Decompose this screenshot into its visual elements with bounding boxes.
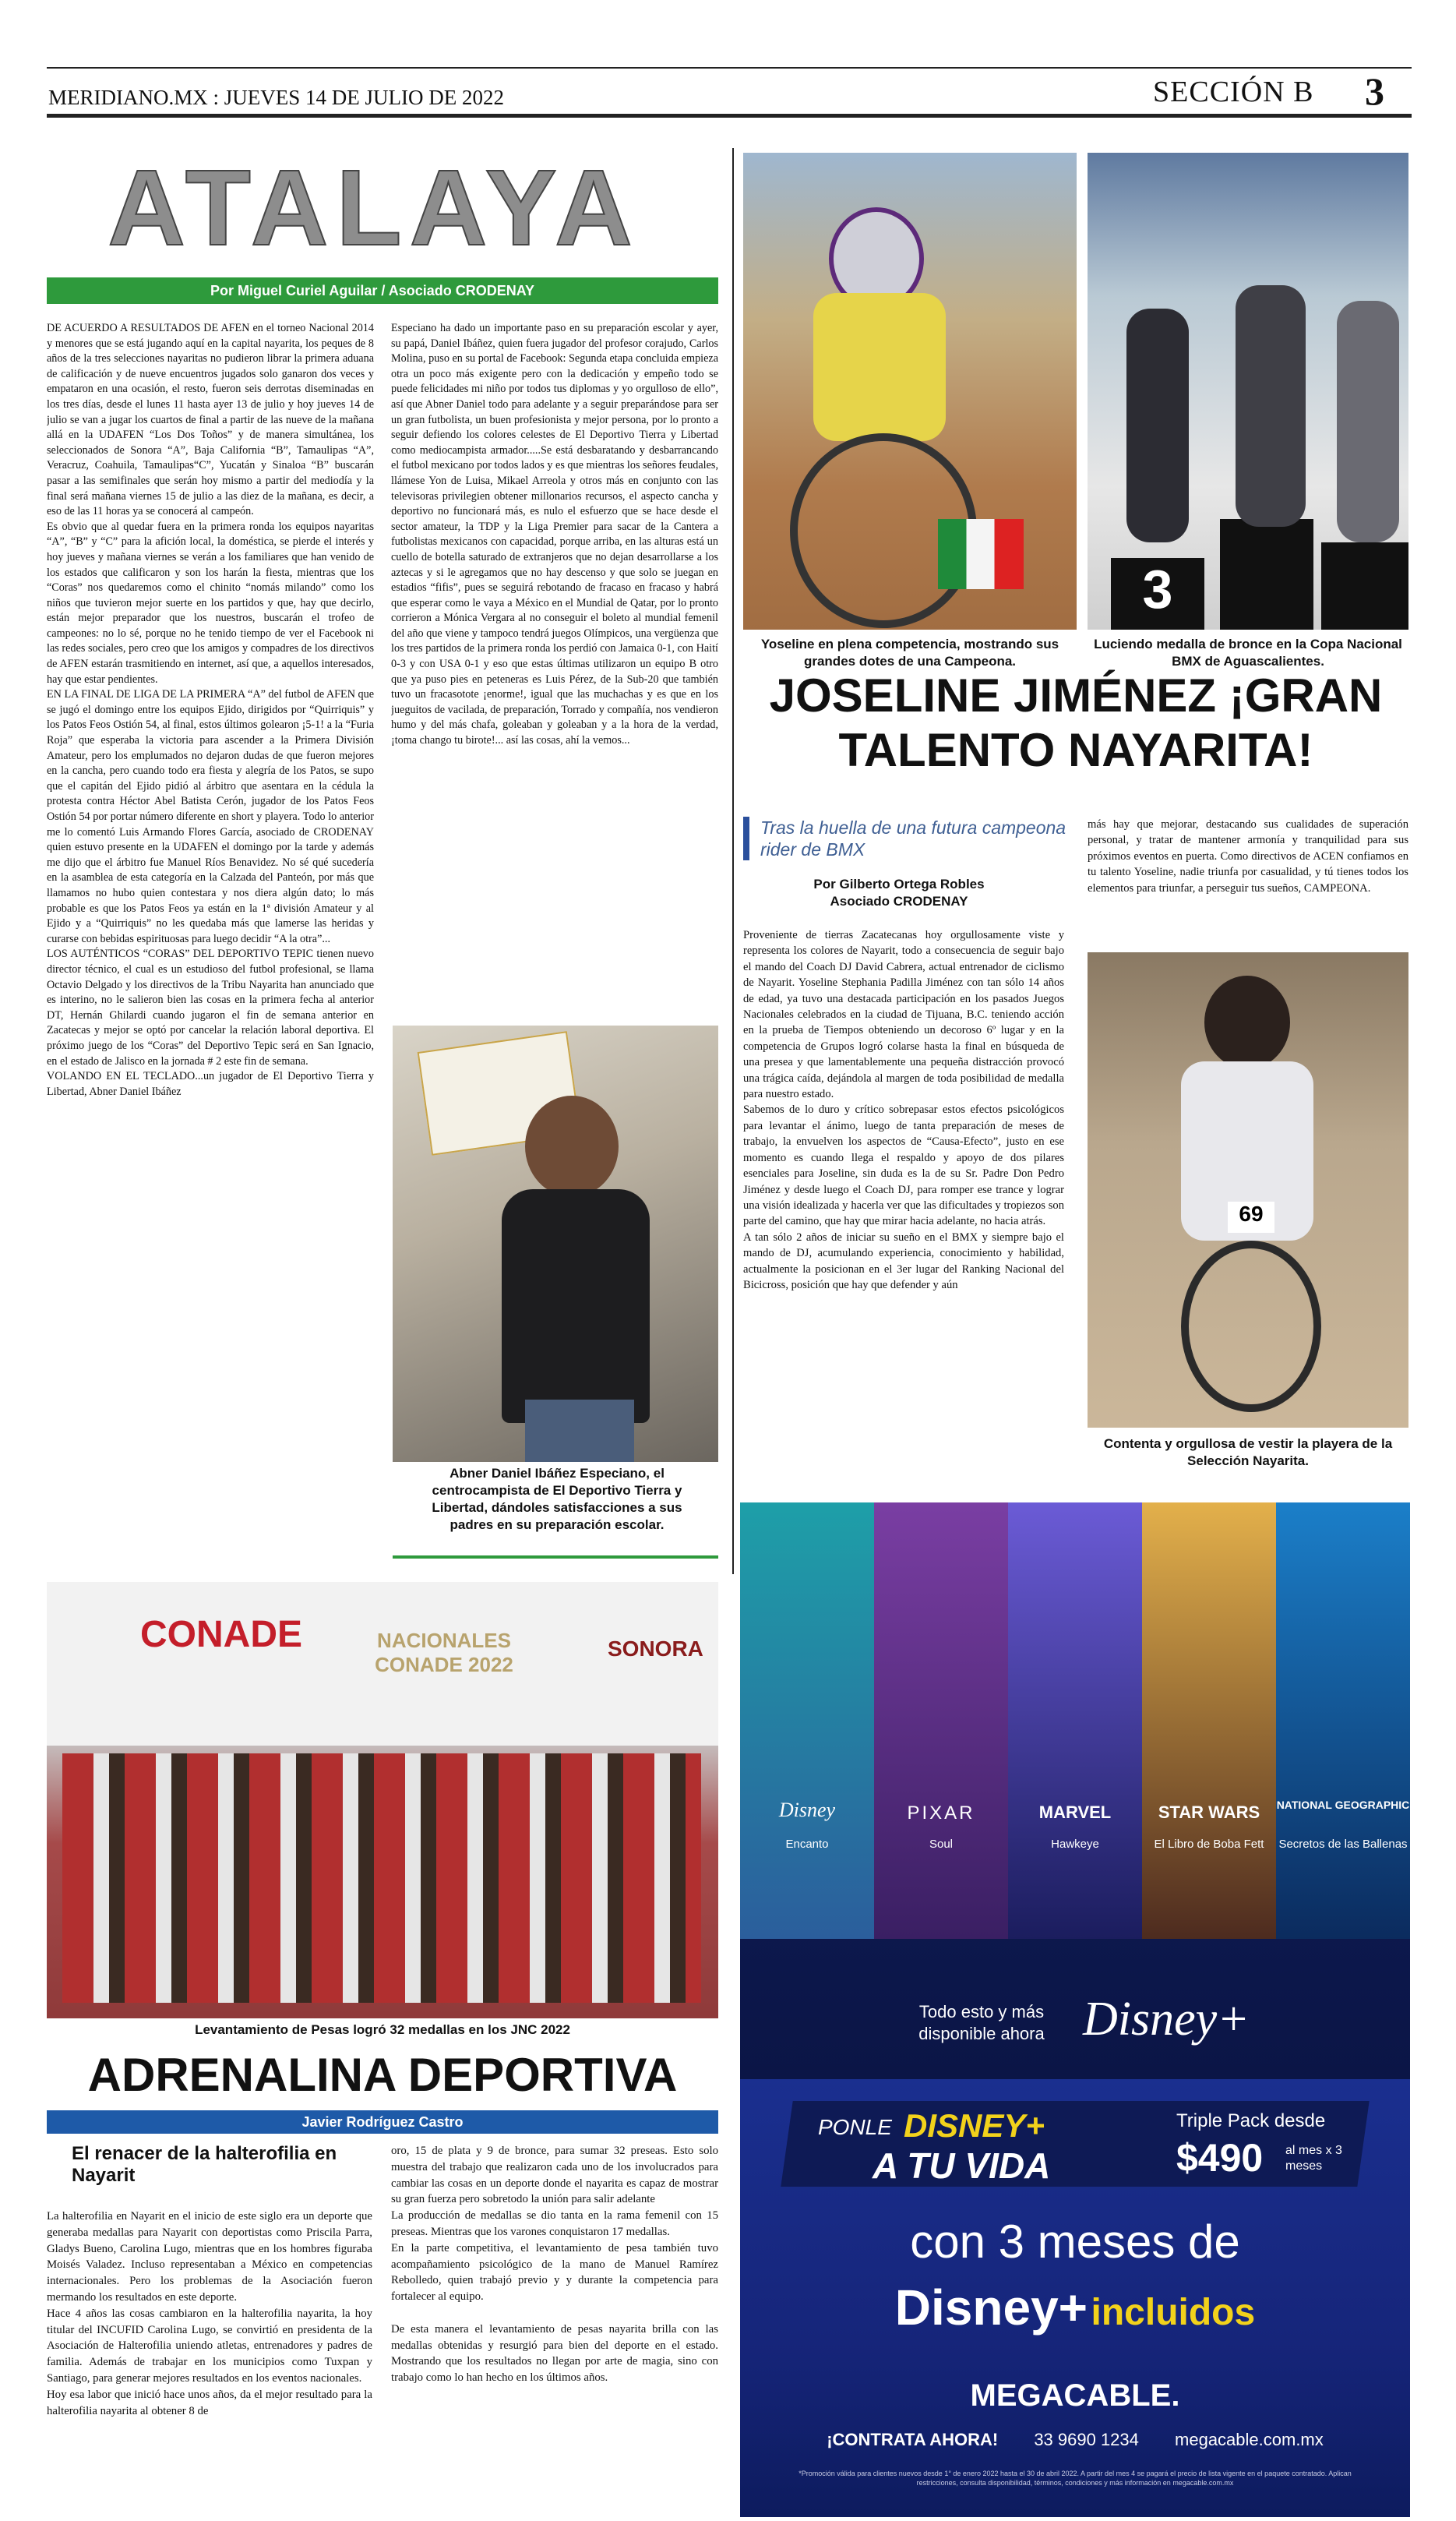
joseline-bike-photo: 69 (1088, 952, 1408, 1428)
joseline-podium-photo: 3 (1088, 153, 1408, 630)
ad-price: $490 (1176, 2136, 1264, 2180)
sonora-banner: SONORA (608, 1637, 703, 1661)
ad-con-3-meses: con 3 meses de (910, 2216, 1240, 2268)
ad-site[interactable]: megacable.com.mx (1175, 2430, 1324, 2449)
ad-incluidos: incluidos (1091, 2292, 1256, 2333)
conade-banner-sub: NACIONALES CONADE 2022 (375, 1629, 513, 1676)
title-encanto: Encanto (785, 1838, 829, 1851)
page-number: 3 (1365, 69, 1384, 113)
atalaya-column-2: Especiano ha dado un importante paso en su preparación escolar y ayer, su papá, Daniel Ibáñez, quien fuera jugador del profesor corajudo, Carlos Molina, puso en su portal de Facebook: Segunda etapa concluida empieza otra un poco más exigente pero con la dedicación y empeño todo se puede felicidades mi niño por todos tus diplomas y yo orgulloso de ello”, así que Abner Daniel todo para adelante y a seguir preparándose para ser un gran futbolista, un buen profesionista y mejor persona, por lo pronto a seguir defiendo los colores celestes de El Deportivo Tierra y Libertad como mediocampista armador.....Se está desbaratando y desbarrancando el futbol mexicano por todos lados y es que mientras los señores feudales, llámese Yon de Luisa, Mikael Arreola y otros más en conjunto con las televisoras privilegien obtener millonarios recursos, el aspecto cancha y deportivo no funcionará más, es nulo el esfuerzo que se hace desde el sector amateur, la TDP y la Liga Premier para sacar de la Cantera a futbolistas mexicanos con capacidad, porque arriba, en las alturas está un cuello de botella saturado de extranjeros que no dejan desarrollarse a los aztecas y si le agregamos que no hay descenso y que solo se juegan en estadios “fifis”, pues se seguirá rebotando de fracaso en fracaso y habrá que esperar como le vaya a México en el Mundial de Qatar, por lo pronto corrieron a Mónica Vergara al no conseguir el boleto al mundial femenil del año que viene y tampoco tendrá juegos Olímpicos, una vergüenza que los tres partidos de la primera ronda los perdió con Jamaica 0-1, con Haití 0-3 y con USA 0-1 y eso que estas últimas utilizaron un equipo B otro que ya puso pies en peteneras es Luis Pérez, de la Sub-20 que también tuvo un fracasotote ¡enorme!, igual que las muchachas y es que en los jueguitos de vacilada, de preparación, Torrado y compañía, nos vendieron humo y del más chafa, goleaban y goleaban y a la hora de la verdad, ¡toma chango tu birote!... así las cosas, ahí la vemos... (391, 322, 718, 747)
adrenalina-headline: ADRENALINA DEPORTIVA (87, 2049, 678, 2101)
joseline-byline-org: Asociado CRODENAY (830, 894, 968, 909)
conade-banner: CONADE (140, 1614, 303, 1655)
ad-top-panel (740, 1502, 1410, 2079)
ad-legal: *Promoción válida para clientes nuevos desde 1° de enero 2022 hasta el 30 de abril 2022. A partir del mes 4 se pagará el precio de lista vigente en el paquete contratado. Aplican restricciones, consulta disponibilidad, términos, condiciones y más información en megacable.com.mx (799, 2470, 1352, 2487)
title-boba-fett: El Libro de Boba Fett (1154, 1838, 1264, 1851)
joseline-byline (743, 876, 1055, 910)
joseline-headline: JOSELINE JIMÉNEZ ¡GRAN TALENTO NAYARITA! (769, 669, 1383, 776)
ad-available-text: Todo esto y más disponible ahora (918, 2002, 1045, 2043)
ad-ponle: PONLE (818, 2115, 892, 2139)
dateline: MERIDIANO.MX : JUEVES 14 DE JULIO DE 2022 (48, 86, 504, 109)
brand-disney: Disney (778, 1799, 836, 1821)
adrenalina-byline-bar (47, 2110, 718, 2134)
atalaya-column-1: DE ACUERDO A RESULTADOS DE AFEN en el torneo Nacional 2014 y menores que se está jugando aquí en la capital nayarita, los peques de 8 años de la tres selecciones nayaritas no pudieron librar la primera aduana de calificación y de nueve encuentros jugados solo ganaron dos veces y empataron en una ocasión, el resto, fueron seis derrotas diseminadas en los tres días, desde el lunes 11 hasta ayer 13 de julio y hoy jueves 14 de julio se van a jugar los cuartos de final a partir de las nueve de la mañana allá en la UDAFEN “Los Dos Toños” y de manera simultánea, los seleccionados de Sonora “A”, Baja California “B”, Tamaulipas “A”, Veracruz, Coahuila, Tamaulipas“C”, Yucatán y Sinaloa “B” buscarán pasar a las semifinales que serán hoy mismo a partir del mediodía y la final será mañana viernes 15 de julio a las diez de la mañana, es decir, a eso de las 11 horas ya se conocerá al campeón. Es obvio que al quedar fuera en la primera ronda los equipos nayaritas “A”, “B” y “C” para la afición local, la doméstica, se pierde el interés y hoy jueves y mañana viernes se verán a los familiares que han venido de los estados que calificaron y son los harán la fiesta, mientras que los “Coras” nos quedaremos como el chinito “nomás milando” como los niños que tuvieron mejor suerte en los partidos y que, hay que decirlo, están mejor preparador que los nuestros, buscarán el trofeo de campeones: no lo sé, porque no he tenido tiempo de ver el Facebook ni las redes sociales, pero creo que los amigos y compadres de los directivos de AFEN estarán trasmitiendo en internet, así que, a aquellos interesados, hay que estar pendientes. EN LA FINAL DE LIGA DE LA PRIMERA “A” del futbol de AFEN que se jugó el domingo entre los equipos Ejido, dirigidos por “Quirriquis” y los Patos Feos Ostión 54, al final, estos últimos golearon ¡5-1! a la “Furia Roja” que esperaba la victoria para ascender a la Primera División Amateur, pero los emplumados no dejaron dudas de que fueron mejores en la cancha, pero cuando todo era fiesta y alegría de los Patos, se supo que el capitán del Ejido pidió al árbitro que asentara en la cédula la protesta contra Héctor Abel Batista Cerón, jugador de los Patos Feos Ostión 54 por portar número diferente en short y playera. Todo lo anterior me lo comentó Luis Armando Flores García, asociado de CRODENAY quien estuvo presente en la UDAFEN el domingo por la tarde y además me dijo que el árbitro fue Manuel Ríos Benavidez. No sé qué sucedería en la asamblea de esta categoría en la Calzada del Panteón, por más que llamamos no hubo quien contestara y nos diera algún dato; lo más probable es que los Patos Feos ya están en la 1ª división Amateur y al Ejido y a “Quirriquis” no les quedaba más que lamerse las heridas y curarse con bebidas espirituosas para luego decidir “A la otra”... LOS AUTÉNTICOS “CORAS” DEL DEPORTIVO TEPIC tienen nuevo director técnico, el cual es un estudioso del futbol profesional, se llama Octavio Delgado y los directivos de la Tribu Nayarita han anunciado que es interino, no le salieron bien las cosas en la primera fecha al anterior DT, Hernán Ghilardi cuando jugaron el fin de semana anterior en Zacatecas y mejor se optó por cancelar la relación laboral deportiva. El próximo juego de los “Coras” del Deportivo Tepic será en San Ignacio, en el estado de Jalisco en la jornada # 2 este fin de semana. VOLANDO EN EL TECLADO...un jugador de El Deportivo Tierra y Libertad, Abner Daniel Ibáñez (47, 322, 374, 1098)
title-soul: Soul (929, 1838, 954, 1851)
atalaya-byline: Por Miguel Curiel Aguilar / Asociado CRODENAY (210, 283, 535, 298)
title-hawkeye: Hawkeye (1051, 1838, 1099, 1851)
joseline-race-caption: Yoseline en plena competencia, mostrando sus grandes dotes de una Campeona. (760, 637, 1059, 669)
section-label: SECCIÓN B (1153, 76, 1314, 108)
ad-triple-pack: Triple Pack desde (1176, 2110, 1326, 2131)
ad-megacable-logo: MEGACABLE. (970, 2378, 1180, 2413)
abner-photo-caption: Abner Daniel Ibáñez Especiano, el centrocampista de El Deportivo Tierra y Libertad, dándoles satisfacciones a sus padres en su preparación escolar. (432, 1466, 682, 1532)
brand-pixar: PIXAR (907, 1802, 975, 1824)
disney-megacable-ad (740, 1502, 1410, 2517)
joseline-subhead (743, 817, 1072, 860)
brand-star-wars: STAR WARS (1158, 1802, 1260, 1822)
adrenalina-column-2: oro, 15 de plata y 9 de bronce, para sumar 32 preseas. Esto solo muestra del trabajo que realizaron cada uno de los involucrados para cambiar las cosas en un deporte donde el nayarita es capaz de mostrar su gran fuerza pero sobretodo la unión para salir adelante La producción de medallas se dio tanta en la rama femenil con 15 preseas. Mientras que los varones conquistaron 17 medallas. En la parte competitiva, el levantamiento de pesa también tuvo acompañamiento psicológico de la mano de Manuel Ramírez Rebolledo, quien trabajó previo y y durante la competencia para fortalecer al equipo. De esta manera el levantamiento de pesas nayarita brilla con las medallas obtenidas y resurgió para bien del deporte en el estado. Mostrando que los resultados no llegan por arte de magia, sino con trabajo como lo han hecho en los últimos años. (391, 2145, 718, 2385)
ad-phone[interactable]: 33 9690 1234 (1034, 2430, 1139, 2449)
adrenalina-subhead: El renacer de la halterofilia en Nayarit (72, 2143, 337, 2186)
halterofilia-photo-caption: Levantamiento de Pesas logró 32 medallas en los JNC 2022 (195, 2022, 570, 2037)
joseline-column-2: más hay que mejorar, destacando sus cualidades de superación personal, y tratar de mantener armonía y tranquilidad para sus próximos eventos en puerta. Como directivos de ACEN confiamos en tu talento Yoseline, nadie triunfa por casualidad, y tú tienes todos los elementos para triunfar, a perseguir tus sueños, CAMPEONA. (1088, 818, 1408, 895)
ad-incluidos-brand: Disney+ (894, 2279, 1088, 2336)
joseline-podium-caption: Luciendo medalla de bronce en la Copa Nacional BMX de Aguascalientes. (1094, 637, 1402, 669)
ad-bottom-panel (740, 2079, 1410, 2517)
ad-a-tu-vida: A TU VIDA (873, 2145, 1051, 2186)
ad-contrata: ¡CONTRATA AHORA! (827, 2430, 999, 2449)
brand-natgeo: NATIONAL GEOGRAPHIC (1276, 1799, 1410, 1811)
adrenalina-byline: Javier Rodríguez Castro (301, 2114, 464, 2130)
joseline-bike-caption: Contenta y orgullosa de vestir la playera de la Selección Nayarita. (1103, 1436, 1393, 1468)
halterofilia-group-photo (47, 1582, 718, 2018)
atalaya-title: ATALAYA (108, 148, 640, 268)
adrenalina-column-1: La halterofilia en Nayarit en el inicio de este siglo era un deporte que generaba medallas para Nayarit con deportistas como Priscila Parra, Gladys Bueno, Carolina Lugo, mientras que en los hombres figuraba Moisés Valadez. Incluso representaban a México en competencias internacionales. Pero los problemas de la Asociación fueron mermando los resultados en este deporte. Hace 4 años las cosas cambiaron en la halterofilia nayarita, la hoy titular del INCUFID Carolina Lugo, se convirtió en presidenta de la Asociación de Halterofilia uniendo atletas, entrenadores y padres de familia. Además de trabajar en los municipios como Tuxpan y Santiago, para generar mejores resultados en los eventos nacionales. Hoy esa labor que inició hace unos años, da el mejor resultado para la halterofilia nayarita al obtener 8 de (47, 2210, 372, 2417)
title-ballenas: Secretos de las Ballenas (1278, 1838, 1408, 1851)
atalaya-byline-bar (47, 277, 718, 304)
joseline-subhead-text: Tras la huella de una futura campeona rider de BMX (760, 817, 1066, 860)
abner-photo (393, 1026, 718, 1462)
ad-disney-plus-logo: Disney+ (1083, 1993, 1250, 2046)
ad-price-note: al mes x 3 meses (1285, 2144, 1342, 2173)
brand-marvel: MARVEL (1038, 1802, 1112, 1822)
joseline-race-photo (743, 153, 1077, 630)
joseline-column-1: Proveniente de tierras Zacatecanas hoy orgullosamente viste y representa los colores de Nayarit, todo a consecuencia de seguir bajo el mando del Coach DJ David Cabrera, actual entrenador de ciclismo de Nayarit. Yoseline Stephania Padilla Jiménez con tan sólo 14 años de edad, ya tuvo una destacada participación en los pasados Juegos Nacionales celebrados en la ciudad de Tijuana, B.C. teniendo acción en la prueba de Tiempos obteniendo un decoroso 6º lugar y en la competencia de Grupos logró colarse hasta la final en búsqueda de una presea y que lamentablemente una pequeña distracción provocó una trágica caída, dejándola al margen de toda posibilidad de medalla para nuestro estado. Sabemos de lo duro y crítico sobrepasar estos efectos psicológicos para levantar el ánimo, luego de tanta preparación de meses de trabajo, la envuelven los aspectos de “Causa-Efecto”, justo en ese momento es cuando llega el respaldo y apoyo de dos pilares esenciales para Joseline, sin duda es la de su Sr. Padre Don Pedro Jiménez y desde luego el Coach DJ, para romper ese trance y lograr una visión idealizada y hacerla ver que las dificultades y tropiezos son parte del camino, que hay que mirar hacia adelante, no hacia atrás. A tan sólo 2 años de iniciar su sueño en el BMX y siempre bajo el mando de DJ, acumulando experiencia, conocimiento y habilidad, actualmente la posicionan en el 3er lugar del Ranking Nacional del Bicicross, posición que hay que defender y aún (743, 929, 1064, 1291)
joseline-byline-name: Por Gilberto Ortega Robles (813, 877, 985, 892)
ad-ponle-brand: DISNEY+ (904, 2107, 1045, 2144)
